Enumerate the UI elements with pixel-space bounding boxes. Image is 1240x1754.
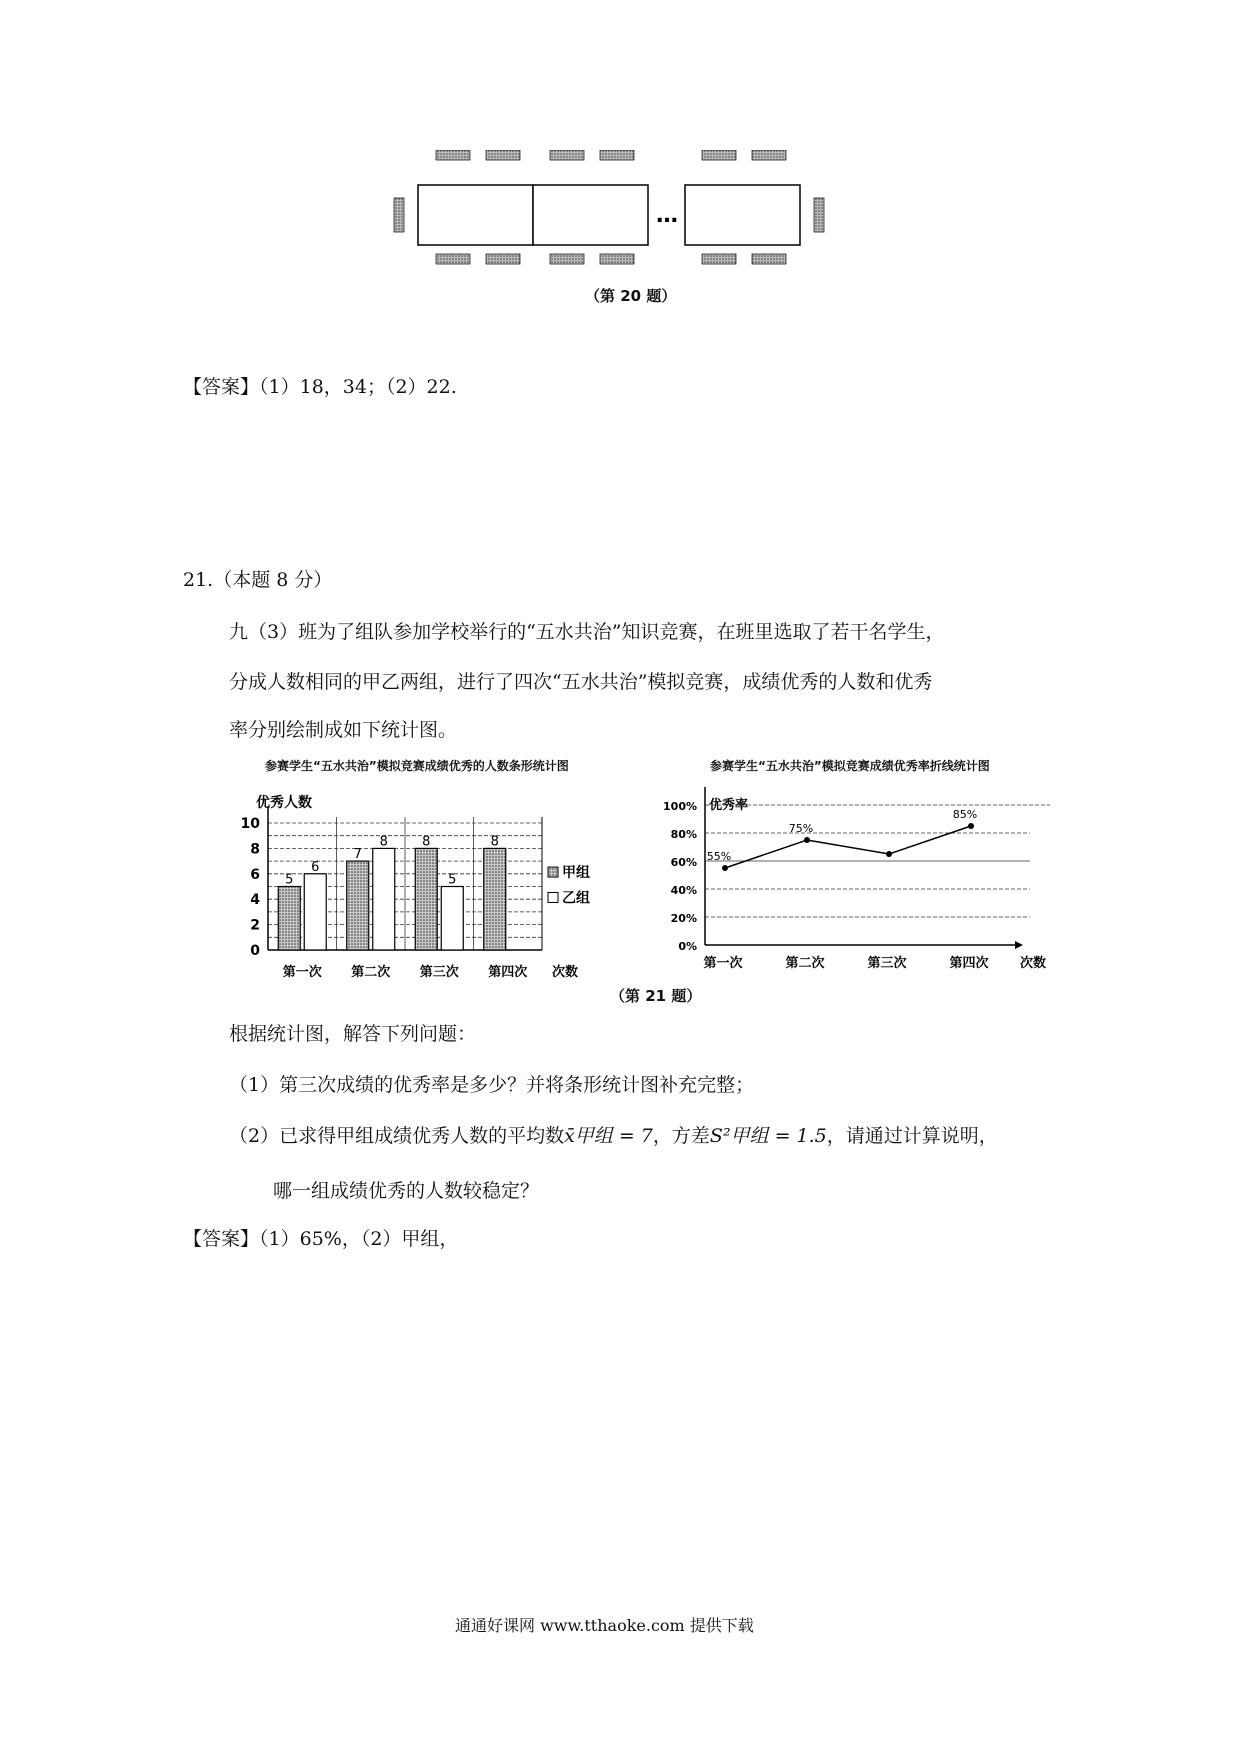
answer-label: 【答案】 bbox=[183, 376, 260, 398]
bar-jia bbox=[415, 848, 437, 950]
data-point bbox=[722, 865, 728, 871]
question-21-sub-1: （1）第三次成绩的优秀率是多少？并将条形统计图补充完整； bbox=[229, 1074, 755, 1096]
point-value-label: 85% bbox=[952, 808, 978, 821]
answer-text: （1）65%，（2）甲组， bbox=[259, 1228, 459, 1250]
question-21-line-2: 分成人数相同的甲乙两组，进行了四次“五水共治”模拟竞赛，成绩优秀的人数和优秀 bbox=[229, 671, 933, 693]
legend-label-yi: 乙组 bbox=[562, 890, 590, 907]
sub-2-text-a: （2）已求得甲组成绩优秀人数的平均数 bbox=[229, 1125, 565, 1147]
bar-value-label: 8 bbox=[490, 834, 499, 850]
figure-20-caption: （第 20 题） bbox=[585, 287, 677, 305]
chair bbox=[550, 254, 584, 264]
question-21-line-3: 率分别绘制成如下统计图。 bbox=[229, 719, 458, 741]
y-tick-label: 2 bbox=[250, 917, 260, 934]
x-tick-label: 第二次 bbox=[785, 956, 825, 971]
x-tick-label: 第一次 bbox=[282, 965, 322, 980]
variance-formula: S²甲组 = 1.5 bbox=[709, 1125, 827, 1147]
y-tick-label: 40% bbox=[670, 884, 697, 897]
chair bbox=[752, 254, 786, 264]
bar-value-label: 5 bbox=[448, 872, 457, 888]
x-tick-label: 第三次 bbox=[419, 965, 459, 980]
y-tick-label: 80% bbox=[670, 828, 697, 841]
chair bbox=[436, 150, 470, 160]
table-figure-20 bbox=[380, 150, 880, 290]
sub-2-text-c: ，请通过计算说明， bbox=[826, 1125, 998, 1147]
x-tick-label: 第一次 bbox=[703, 956, 743, 971]
bar-value-label: 8 bbox=[422, 834, 431, 850]
bar-chart bbox=[240, 775, 660, 1000]
bar-value-label: 6 bbox=[311, 859, 320, 875]
y-tick-label: 100% bbox=[663, 800, 697, 813]
table-1 bbox=[418, 185, 533, 245]
legend-label-jia: 甲组 bbox=[562, 865, 590, 882]
question-21-sub-2-line-2: 哪一组成绩优秀的人数较稳定？ bbox=[273, 1180, 540, 1202]
line-chart bbox=[655, 775, 1095, 995]
chair bbox=[600, 254, 634, 264]
x-tick-label: 第二次 bbox=[351, 965, 391, 980]
chair bbox=[486, 150, 520, 160]
bar-yi bbox=[304, 874, 326, 950]
chair bbox=[702, 254, 736, 264]
data-point bbox=[804, 837, 810, 843]
y-axis-label: 优秀率 bbox=[709, 798, 749, 813]
question-21-line-1: 九（3）班为了组队参加学校举行的“五水共治”知识竞赛，在班里选取了若干名学生， bbox=[229, 621, 945, 643]
x-tick-label: 第四次 bbox=[488, 965, 528, 980]
bar-jia bbox=[484, 848, 506, 950]
x-axis-label: 次数 bbox=[552, 965, 579, 980]
y-tick-label: 20% bbox=[670, 912, 697, 925]
x-tick-label: 第三次 bbox=[867, 956, 907, 971]
legend-swatch-yi bbox=[548, 892, 558, 902]
y-tick-label: 8 bbox=[250, 841, 260, 858]
bar-yi bbox=[441, 887, 463, 951]
chair bbox=[436, 254, 470, 264]
point-value-label: 55% bbox=[706, 850, 732, 863]
x-axis-arrow bbox=[1015, 941, 1023, 949]
chair bbox=[394, 198, 404, 232]
point-value-label: 75% bbox=[788, 822, 814, 835]
question-21-header: 21.（本题 8 分） bbox=[183, 569, 333, 591]
ellipsis: … bbox=[656, 203, 678, 228]
chair bbox=[752, 150, 786, 160]
rate-line bbox=[725, 826, 971, 868]
chair bbox=[486, 254, 520, 264]
line-chart-title: 参赛学生“五水共治”模拟竞赛成绩优秀率折线统计图 bbox=[710, 759, 990, 773]
question-21-sub-2 bbox=[229, 1127, 998, 1146]
bar-jia bbox=[347, 861, 369, 950]
y-tick-label: 10 bbox=[240, 816, 260, 832]
data-point bbox=[886, 851, 892, 857]
question-21-prompt: 根据统计图，解答下列问题： bbox=[229, 1023, 477, 1045]
answer-label: 【答案】 bbox=[183, 1228, 260, 1250]
bar-value-label: 8 bbox=[379, 834, 388, 850]
chair bbox=[600, 150, 634, 160]
table-n bbox=[685, 185, 800, 245]
data-point bbox=[968, 823, 974, 829]
chair bbox=[702, 150, 736, 160]
y-tick-label: 60% bbox=[670, 856, 697, 869]
y-axis-label: 优秀人数 bbox=[256, 795, 312, 811]
answer-20 bbox=[183, 378, 457, 397]
bar-jia bbox=[278, 887, 300, 951]
chair bbox=[550, 150, 584, 160]
legend-swatch-jia bbox=[548, 867, 558, 877]
y-tick-label: 4 bbox=[250, 892, 260, 909]
answer-text: （1）18，34；（2）22. bbox=[259, 376, 457, 398]
bar-chart-title: 参赛学生“五水共治”模拟竞赛成绩优秀的人数条形统计图 bbox=[265, 759, 569, 773]
table-2 bbox=[533, 185, 648, 245]
bar-yi bbox=[373, 848, 395, 950]
x-axis-label: 次数 bbox=[1020, 956, 1047, 971]
x-tick-label: 第四次 bbox=[949, 956, 989, 971]
answer-21 bbox=[183, 1230, 458, 1249]
footer: 通通好课网 www.tthaoke.com 提供下载 bbox=[455, 1616, 754, 1635]
sub-2-text-b: ，方差 bbox=[652, 1125, 710, 1147]
y-tick-label: 0% bbox=[678, 940, 697, 953]
bar-value-label: 5 bbox=[285, 872, 294, 888]
bar-value-label: 7 bbox=[353, 847, 362, 863]
chair bbox=[814, 198, 824, 232]
figure-21-caption: （第 21 题） bbox=[610, 987, 702, 1005]
y-tick-label: 0 bbox=[250, 943, 260, 959]
y-tick-label: 6 bbox=[250, 866, 260, 883]
mean-formula: x̄甲组 = 7 bbox=[564, 1125, 653, 1147]
